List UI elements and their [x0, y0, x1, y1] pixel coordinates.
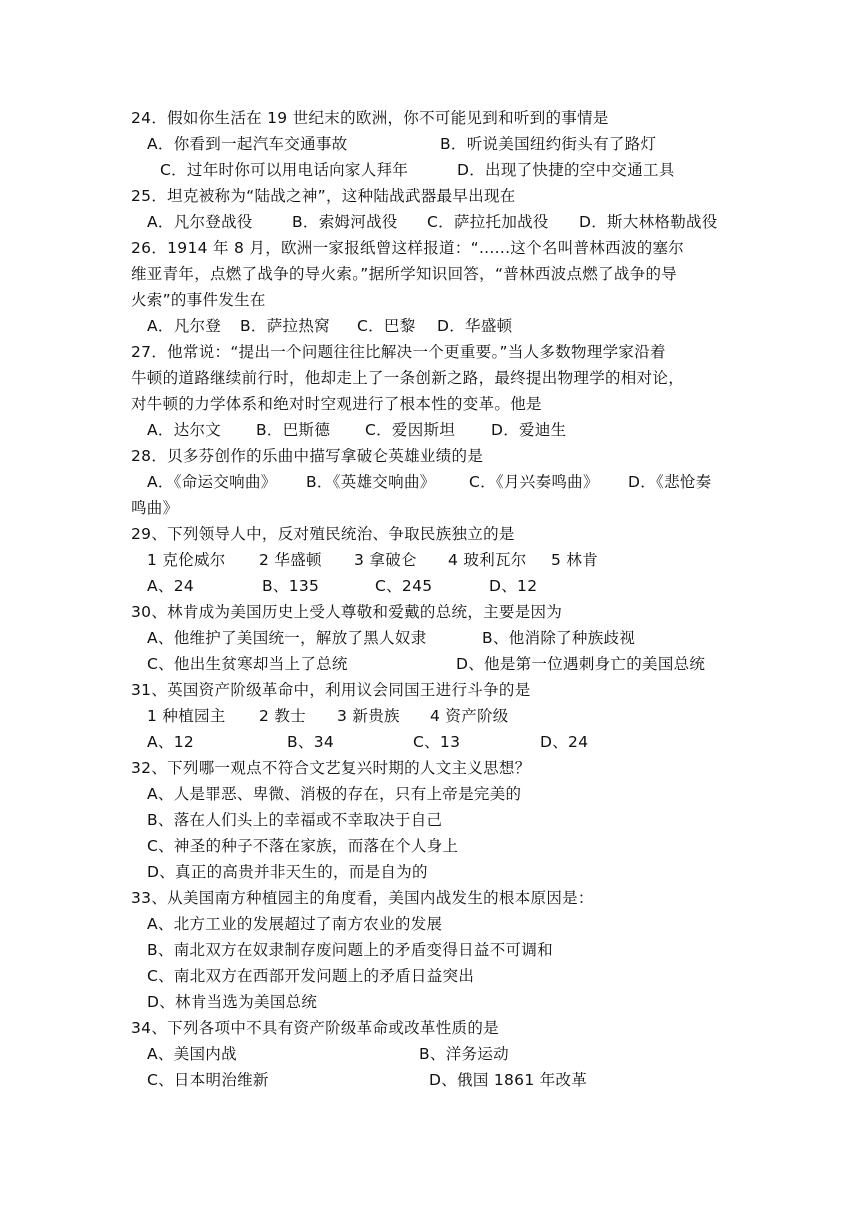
question-27-stem-line-1: 27．他常说：“提出一个问题往往比解决一个更重要。”当人多数物理学家沿着: [131, 343, 666, 361]
question-33-stem: 33、从美国南方种植园主的角度看，美国内战发生的根本原因是：: [131, 889, 594, 907]
question-31-item-2: 2 教士: [259, 707, 306, 725]
question-33-option-b: B、南北双方在奴隶制存废问题上的矛盾变得日益不可调和: [147, 941, 553, 959]
question-26-stem-line-1: 26．1914 年 8 月，欧洲一家报纸曾这样报道：“......这个名叫普林西波的塞尔: [131, 239, 685, 257]
question-32-option-b: B、落在人们头上的幸福或不幸取决于自己: [147, 811, 443, 829]
question-28-option-d: D．《悲怆奏: [628, 473, 712, 491]
question-34-stem: 34、下列各项中不具有资产阶级革命或改革性质的是: [131, 1019, 499, 1037]
question-26-option-a: A．凡尔登: [147, 317, 222, 335]
question-34-option-c: C、日本明治维新: [147, 1071, 269, 1089]
question-28-option-b: B．《英雄交响曲》: [306, 473, 436, 491]
question-26-option-b: B．萨拉热窝: [240, 317, 330, 335]
question-25-option-c: C．萨拉托加战役: [427, 213, 549, 231]
question-30-option-a: A、他维护了美国统一，解放了黑人奴隶: [147, 629, 427, 647]
question-29-item-2: 2 华盛顿: [259, 551, 322, 569]
question-31-item-3: 3 新贵族: [337, 707, 400, 725]
question-29-item-5: 5 林肯: [551, 551, 598, 569]
question-26-option-c: C．巴黎: [357, 317, 416, 335]
question-27-stem-line-3: 对牛顿的力学体系和绝对时空观进行了根本性的变革。他是: [131, 395, 542, 413]
question-28-option-a: A．《命运交响曲》: [147, 473, 277, 491]
question-28-option-c: C．《月兴奏鸣曲》: [469, 473, 599, 491]
question-24-option-c: C．过年时你可以用电话向家人拜年: [160, 161, 409, 179]
question-32-option-c: C、神圣的种子不落在家族，而落在个人身上: [147, 837, 459, 855]
question-31-option-b: B、34: [287, 733, 335, 751]
question-27-option-c: C．爱因斯坦: [365, 421, 456, 439]
question-30-option-b: B、他消除了种族歧视: [482, 629, 636, 647]
question-30-option-d: D、他是第一位遇刺身亡的美国总统: [456, 655, 706, 673]
question-32-option-d: D、真正的高贵并非天生的，而是自为的: [147, 863, 428, 881]
question-26-stem-line-2: 维亚青年，点燃了战争的导火索。”据所学知识回答，“普林西波点燃了战争的导: [131, 265, 678, 283]
question-27-option-a: A．达尔文: [147, 421, 222, 439]
question-34-option-a: A、美国内战: [147, 1045, 237, 1063]
question-31-item-4: 4 资产阶级: [430, 707, 509, 725]
question-27-stem-line-2: 牛顿的道路继续前行时，他却走上了一条创新之路，最终提出物理学的相对论，: [131, 369, 685, 387]
question-26-option-d: D．华盛顿: [437, 317, 513, 335]
question-31-option-c: C、13: [413, 733, 461, 751]
question-31-item-1: 1 种植园主: [147, 707, 226, 725]
question-29-option-a: A、24: [147, 577, 195, 595]
question-28-stem: 28．贝多芬创作的乐曲中描写拿破仑英雄业绩的是: [131, 447, 484, 465]
question-31-option-d: D、24: [540, 733, 589, 751]
question-31-option-a: A、12: [147, 733, 195, 751]
question-27-option-d: D．爱迪生: [491, 421, 567, 439]
question-25-option-d: D．斯大林格勒战役: [579, 213, 718, 231]
question-29-option-d: D、12: [489, 577, 538, 595]
question-32-option-a: A、人是罪恶、卑微、消极的存在，只有上帝是完美的: [147, 785, 522, 803]
question-27-option-b: B．巴斯德: [256, 421, 331, 439]
question-33-option-d: D、林肯当选为美国总统: [147, 993, 318, 1011]
question-30-stem: 30、林肯成为美国历史上受人尊敬和爱戴的总统，主要是因为: [131, 603, 563, 621]
question-32-stem: 32、下列哪一观点不符合文艺复兴时期的人文主义思想？: [131, 759, 531, 777]
question-26-stem-line-3: 火索”的事件发生在: [131, 291, 266, 309]
question-24-option-a: A．你看到一起汽车交通事故: [147, 135, 348, 153]
question-29-option-c: C、245: [375, 577, 433, 595]
question-28-option-d-continued: 鸣曲》: [131, 499, 179, 517]
question-25-stem: 25．坦克被称为“陆战之神”，这种陆战武器最早出现在: [131, 187, 516, 205]
question-29-stem: 29、下列领导人中，反对殖民统治、争取民族独立的是: [131, 525, 515, 543]
question-25-option-a: A．凡尔登战役: [147, 213, 253, 231]
question-33-option-a: A、北方工业的发展超过了南方农业的发展: [147, 915, 443, 933]
question-29-item-4: 4 玻利瓦尔: [448, 551, 527, 569]
question-29-item-3: 3 拿破仑: [354, 551, 417, 569]
question-34-option-b: B、洋务运动: [419, 1045, 509, 1063]
question-24-stem: 24．假如你生活在 19 世纪末的欧洲，你不可能见到和听到的事情是: [131, 109, 609, 127]
question-29-option-b: B、135: [262, 577, 320, 595]
question-30-option-c: C、他出生贫寒却当上了总统: [147, 655, 348, 673]
question-24-option-d: D．出现了快捷的空中交通工具: [457, 161, 675, 179]
question-25-option-b: B．索姆河战役: [292, 213, 398, 231]
question-33-option-c: C、南北双方在西部开发问题上的矛盾日益突出: [147, 967, 475, 985]
question-24-option-b: B．听说美国纽约街头有了路灯: [440, 135, 657, 153]
question-34-option-d: D、俄国 1861 年改革: [429, 1071, 588, 1089]
question-29-item-1: 1 克伦威尔: [147, 551, 226, 569]
question-31-stem: 31、英国资产阶级革命中，利用议会同国王进行斗争的是: [131, 681, 531, 699]
